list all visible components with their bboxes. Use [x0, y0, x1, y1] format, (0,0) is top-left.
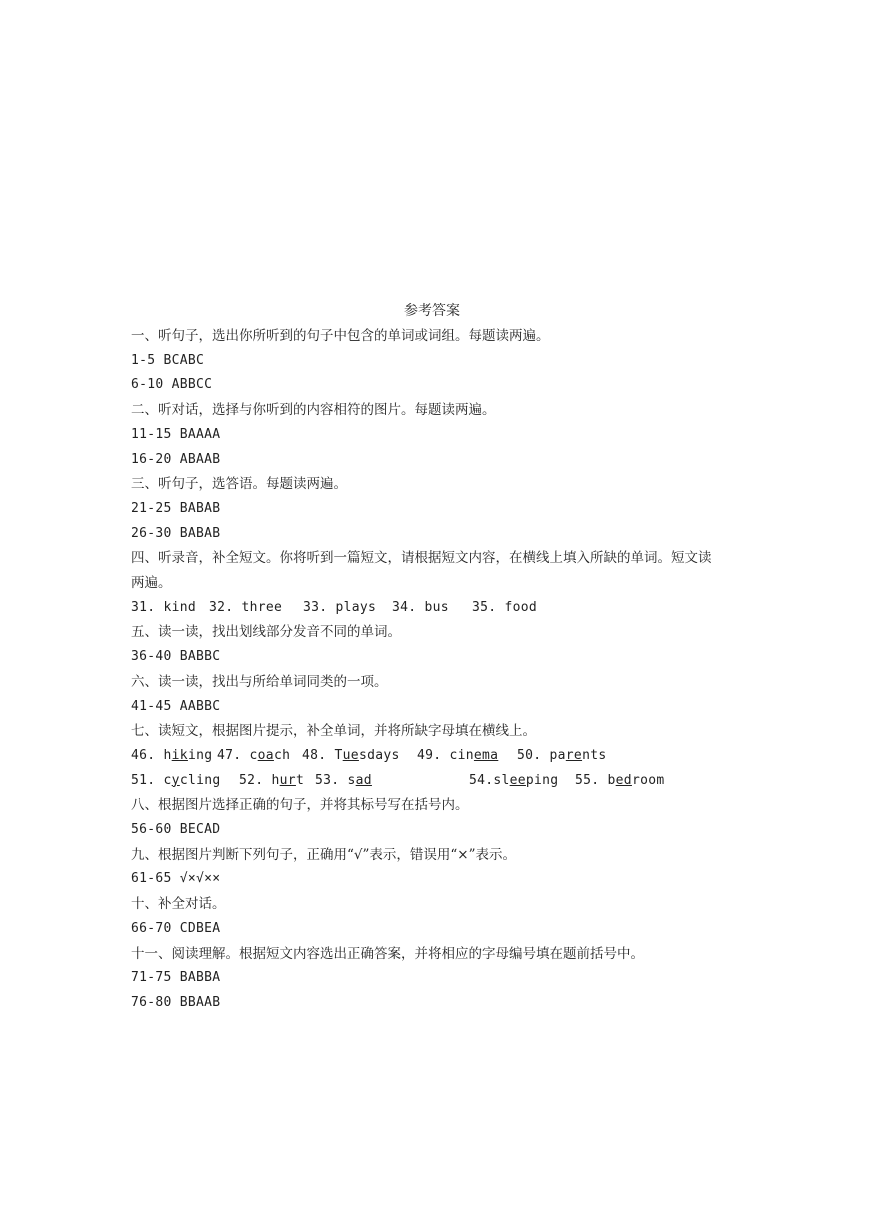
answer-line: 41-45 AABBC	[131, 698, 221, 714]
answer-line: 56-60 BECAD	[131, 822, 221, 838]
section-8-heading: 八、根据图片选择正确的句子，并将其标号写在括号内。	[131, 797, 469, 814]
answer-word: 47. coach	[217, 747, 291, 763]
answer-word: 48. Tuesdays	[302, 747, 400, 763]
answer-item: 34. bus	[392, 599, 449, 615]
answer-line-fill-words	[131, 596, 731, 621]
answer-word: 52. hurt	[239, 772, 305, 788]
section-3-heading: 三、听句子，选答语。每题读两遍。	[131, 476, 347, 493]
answer-word: 54.sleeping	[469, 772, 559, 788]
answer-line: 36-40 BABBC	[131, 649, 221, 665]
answer-word: 51. cycling	[131, 772, 221, 788]
section-9-heading: 九、根据图片判断下列句子，正确用“√”表示，错误用“×”表示。	[131, 846, 517, 863]
answer-item: 33. plays	[303, 599, 377, 615]
page-title: 参考答案	[404, 303, 460, 319]
answer-word: 53. sad	[315, 772, 372, 788]
answer-item: 35. food	[472, 599, 538, 615]
answer-line: 11-15 BAAAA	[131, 426, 221, 442]
section-10-heading: 十、补全对话。	[131, 896, 226, 913]
section-6-heading: 六、读一读，找出与所给单词同类的一项。	[131, 673, 388, 690]
answer-word: 55. bedroom	[575, 772, 665, 788]
answer-line: 66-70 CDBEA	[131, 920, 221, 936]
answer-line: 71-75 BABBA	[131, 970, 221, 986]
answer-key	[131, 300, 731, 1016]
answer-line-words-51-55	[131, 769, 731, 794]
answer-line: 76-80 BBAAB	[131, 994, 221, 1010]
answer-line: 61-65 √×√××	[131, 871, 221, 887]
section-4-heading: 四、听录音，补全短文。你将听到一篇短文，请根据短文内容，在横线上填入所缺的单词。短文读两遍。	[131, 550, 712, 592]
answer-line: 21-25 BABAB	[131, 500, 221, 516]
answer-word: 50. parents	[517, 747, 607, 763]
answer-line: 6-10 ABBCC	[131, 377, 213, 393]
section-2-heading: 二、听对话，选择与你听到的内容相符的图片。每题读两遍。	[131, 402, 496, 419]
section-11-heading: 十一、阅读理解。根据短文内容选出正确答案，并将相应的字母编号填在题前括号中。	[131, 945, 644, 962]
answer-word: 49. cinema	[417, 747, 499, 763]
section-5-heading: 五、读一读，找出划线部分发音不同的单词。	[131, 624, 401, 641]
answer-line: 1-5 BCABC	[131, 352, 205, 368]
answer-line-words-46-50	[131, 744, 731, 769]
answer-line: 16-20 ABAAB	[131, 451, 221, 467]
section-7-heading: 七、读短文，根据图片提示，补全单词，并将所缺字母填在横线上。	[131, 723, 536, 740]
answer-line: 26-30 BABAB	[131, 525, 221, 541]
section-1-heading: 一、听句子，选出你所听到的句子中包含的单词或词组。每题读两遍。	[131, 328, 550, 344]
answer-item: 31. kind	[131, 599, 197, 615]
answer-word: 46. hiking	[131, 747, 213, 763]
answer-item: 32. three	[209, 599, 283, 615]
